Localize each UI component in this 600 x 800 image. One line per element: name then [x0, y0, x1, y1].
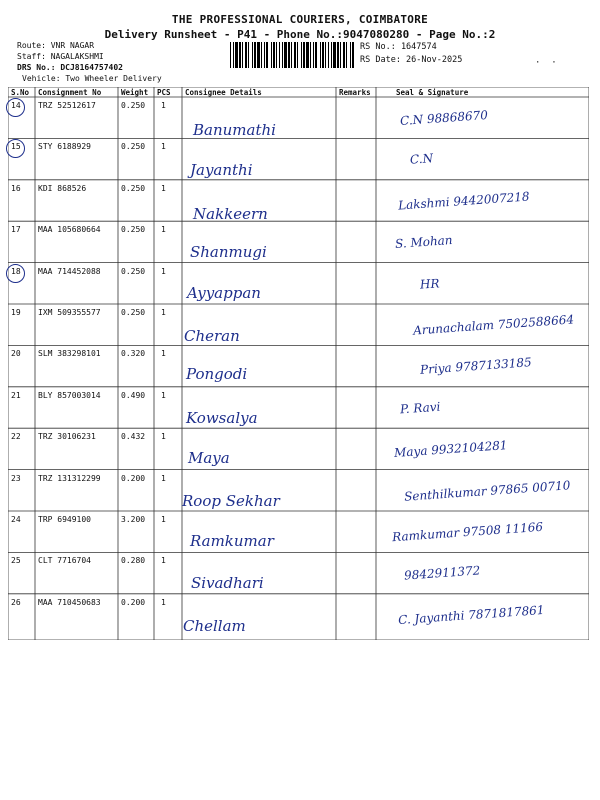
stray-marks: · ·: [535, 58, 557, 68]
row-consignment-number: TRZ 131312299: [38, 473, 101, 483]
row-signature: Senthilkumar 97865 00710: [403, 477, 571, 504]
barcode-bar: [291, 42, 292, 68]
row-serial-number: 24: [11, 515, 21, 524]
row-weight: 0.250: [121, 142, 146, 152]
row-serial-number: 16: [11, 183, 21, 193]
row-pieces: 1: [161, 432, 166, 442]
row-weight: 3.200: [121, 515, 146, 524]
row-signature: HR: [419, 275, 440, 292]
barcode-bar: [266, 42, 268, 68]
barcode-bar: [252, 42, 253, 68]
barcode-bar: [301, 42, 302, 68]
barcode-bar: [322, 42, 324, 68]
row-weight: 0.250: [121, 101, 146, 110]
row-consignee-name: Kowsalya: [186, 408, 258, 427]
row-serial-number: 19: [11, 308, 21, 317]
barcode-bar: [325, 42, 326, 68]
row-consignee-name: Nakkeern: [193, 204, 268, 223]
row-signature: 9842911372: [403, 563, 481, 584]
row-pieces: 1: [161, 142, 166, 152]
barcode-bar: [235, 42, 238, 68]
col-header-pcs: PCS: [157, 88, 171, 97]
col-header-remarks: Remarks: [339, 88, 371, 97]
row-pieces: 1: [161, 597, 166, 607]
row-consignment-number: TRZ 30106231: [38, 432, 96, 442]
row-weight: 0.320: [121, 349, 146, 359]
row-serial-number: 18: [11, 266, 21, 276]
row-consignee-name: Banumathi: [193, 121, 276, 139]
drs-label: DRS No.: DCJ8164757402: [17, 63, 123, 72]
row-consignment-number: CLT 7716704: [38, 556, 91, 566]
row-signature: C.N 98868670: [399, 107, 489, 129]
row-consignment-number: MAA 105680664: [38, 225, 101, 235]
barcode-bar: [310, 42, 311, 68]
row-consignee-name: Ayyappan: [187, 283, 261, 302]
row-serial-number: 25: [11, 556, 21, 566]
row-serial-number: 14: [11, 101, 21, 110]
row-consignee-name: Shanmugi: [190, 243, 267, 262]
row-pieces: 1: [161, 515, 166, 524]
row-consignee-name: Sivadhari: [191, 574, 264, 593]
row-consignee-name: Pongodi: [186, 365, 248, 384]
row-consignee-name: Chellam: [183, 616, 246, 635]
barcode-bar: [230, 42, 231, 68]
barcode-bar: [276, 42, 277, 68]
barcode-bar: [320, 42, 321, 68]
row-consignment-number: BLY 857003014: [38, 390, 101, 400]
row-serial-number: 21: [11, 390, 21, 400]
barcode: [230, 42, 356, 68]
row-serial-number: 26: [11, 597, 21, 607]
row-check-circle: [6, 264, 25, 283]
col-header-consignment: Consignment No: [38, 88, 102, 97]
row-pieces: 1: [161, 473, 166, 483]
barcode-bar: [233, 42, 234, 68]
row-weight: 0.432: [121, 432, 146, 442]
row-consignee-name: Roop Sekhar: [182, 491, 280, 510]
barcode-bar: [315, 42, 317, 68]
barcode-bar: [242, 42, 243, 68]
row-signature: Maya 9932104281: [393, 438, 508, 461]
barcode-bar: [282, 42, 283, 68]
row-consignment-number: KDI 868526: [38, 183, 87, 193]
row-pieces: 1: [161, 266, 166, 276]
barcode-bar: [284, 42, 287, 68]
page-subtitle: Delivery Runsheet - P41 - Phone No.:9047080280 - Page No.:2: [104, 28, 496, 41]
barcode-bar: [271, 42, 272, 68]
row-serial-number: 22: [11, 432, 21, 442]
barcode-bar: [257, 42, 260, 68]
staff-label: Staff: NAGALAKSHMI: [17, 52, 104, 61]
barcode-bar: [279, 42, 280, 68]
row-pieces: 1: [161, 390, 166, 400]
row-serial-number: 17: [11, 225, 21, 235]
row-serial-number: 15: [11, 142, 21, 152]
barcode-bar: [239, 42, 241, 68]
row-pieces: 1: [161, 225, 166, 235]
vehicle-label: Vehicle: Two Wheeler Delivery: [22, 74, 162, 83]
rs-date: RS Date: 26-Nov-2025: [360, 55, 463, 65]
col-header-sno: S.No: [11, 88, 30, 97]
col-header-weight: Weight: [121, 88, 149, 97]
barcode-bar: [328, 42, 329, 68]
row-consignment-number: TRZ 52512617: [38, 101, 96, 110]
row-weight: 0.250: [121, 225, 146, 235]
barcode-bar: [303, 42, 305, 68]
row-signature: Priya 9787133185: [419, 355, 533, 378]
row-pieces: 1: [161, 101, 166, 110]
row-consignee-name: Maya: [188, 449, 230, 468]
row-signature: C.N: [409, 151, 434, 168]
row-weight: 0.200: [121, 473, 146, 483]
barcode-bar: [245, 42, 247, 68]
row-pieces: 1: [161, 308, 166, 317]
barcode-bar: [264, 42, 265, 68]
row-signature: Lakshmi 9442007218: [397, 189, 530, 213]
row-consignee-name: Cheran: [184, 327, 240, 345]
row-consignee-name: Ramkumar: [190, 532, 274, 550]
rs-number: RS No.: 1647574: [360, 42, 437, 52]
barcode-bar: [346, 42, 347, 68]
row-signature: Ramkumar 97508 11166: [391, 519, 544, 545]
barcode-bar: [294, 42, 296, 68]
row-consignment-number: MAA 714452088: [38, 266, 101, 276]
barcode-bar: [273, 42, 275, 68]
barcode-bar: [343, 42, 345, 68]
row-pieces: 1: [161, 556, 166, 566]
row-consignment-number: TRP 6949100: [38, 515, 91, 524]
row-consignee-name: Jayanthi: [190, 161, 253, 180]
row-weight: 0.490: [121, 390, 146, 400]
barcode-bar: [340, 42, 341, 68]
barcode-bar: [248, 42, 249, 68]
row-weight: 0.250: [121, 266, 146, 276]
row-consignment-number: IXM 509355577: [38, 308, 101, 317]
row-signature: S. Mohan: [394, 233, 453, 252]
row-weight: 0.280: [121, 556, 146, 566]
row-consignment-number: STY 6188929: [38, 142, 91, 152]
page-title: THE PROFESSIONAL COURIERS, COIMBATORE: [171, 13, 429, 26]
row-serial-number: 23: [11, 473, 21, 483]
row-weight: 0.250: [121, 183, 146, 193]
barcode-bar: [313, 42, 314, 68]
barcode-bar: [350, 42, 351, 68]
row-signature: C. Jayanthi 7871817861: [397, 602, 545, 627]
route-label: Route: VNR NAGAR: [17, 41, 95, 50]
barcode-bar: [306, 42, 309, 68]
row-signature: P. Ravi: [399, 399, 441, 417]
col-header-consignee: Consignee Details: [185, 88, 262, 97]
barcode-bar: [288, 42, 290, 68]
row-weight: 0.200: [121, 597, 146, 607]
barcode-bar: [261, 42, 262, 68]
row-check-circle: [6, 98, 25, 117]
row-consignment-number: MAA 710450683: [38, 597, 101, 607]
barcode-bar: [254, 42, 256, 68]
row-signature: Arunachalam 7502588664: [412, 312, 575, 338]
col-header-signature: Seal & Signature: [396, 88, 469, 97]
row-pieces: 1: [161, 349, 166, 359]
barcode-bar: [352, 42, 354, 68]
row-pieces: 1: [161, 183, 166, 193]
barcode-bar: [331, 42, 332, 68]
barcode-bar: [297, 42, 298, 68]
row-weight: 0.250: [121, 308, 146, 317]
row-serial-number: 20: [11, 349, 21, 359]
row-consignment-number: SLM 383298101: [38, 349, 101, 359]
barcode-bar: [337, 42, 339, 68]
barcode-bar: [333, 42, 336, 68]
